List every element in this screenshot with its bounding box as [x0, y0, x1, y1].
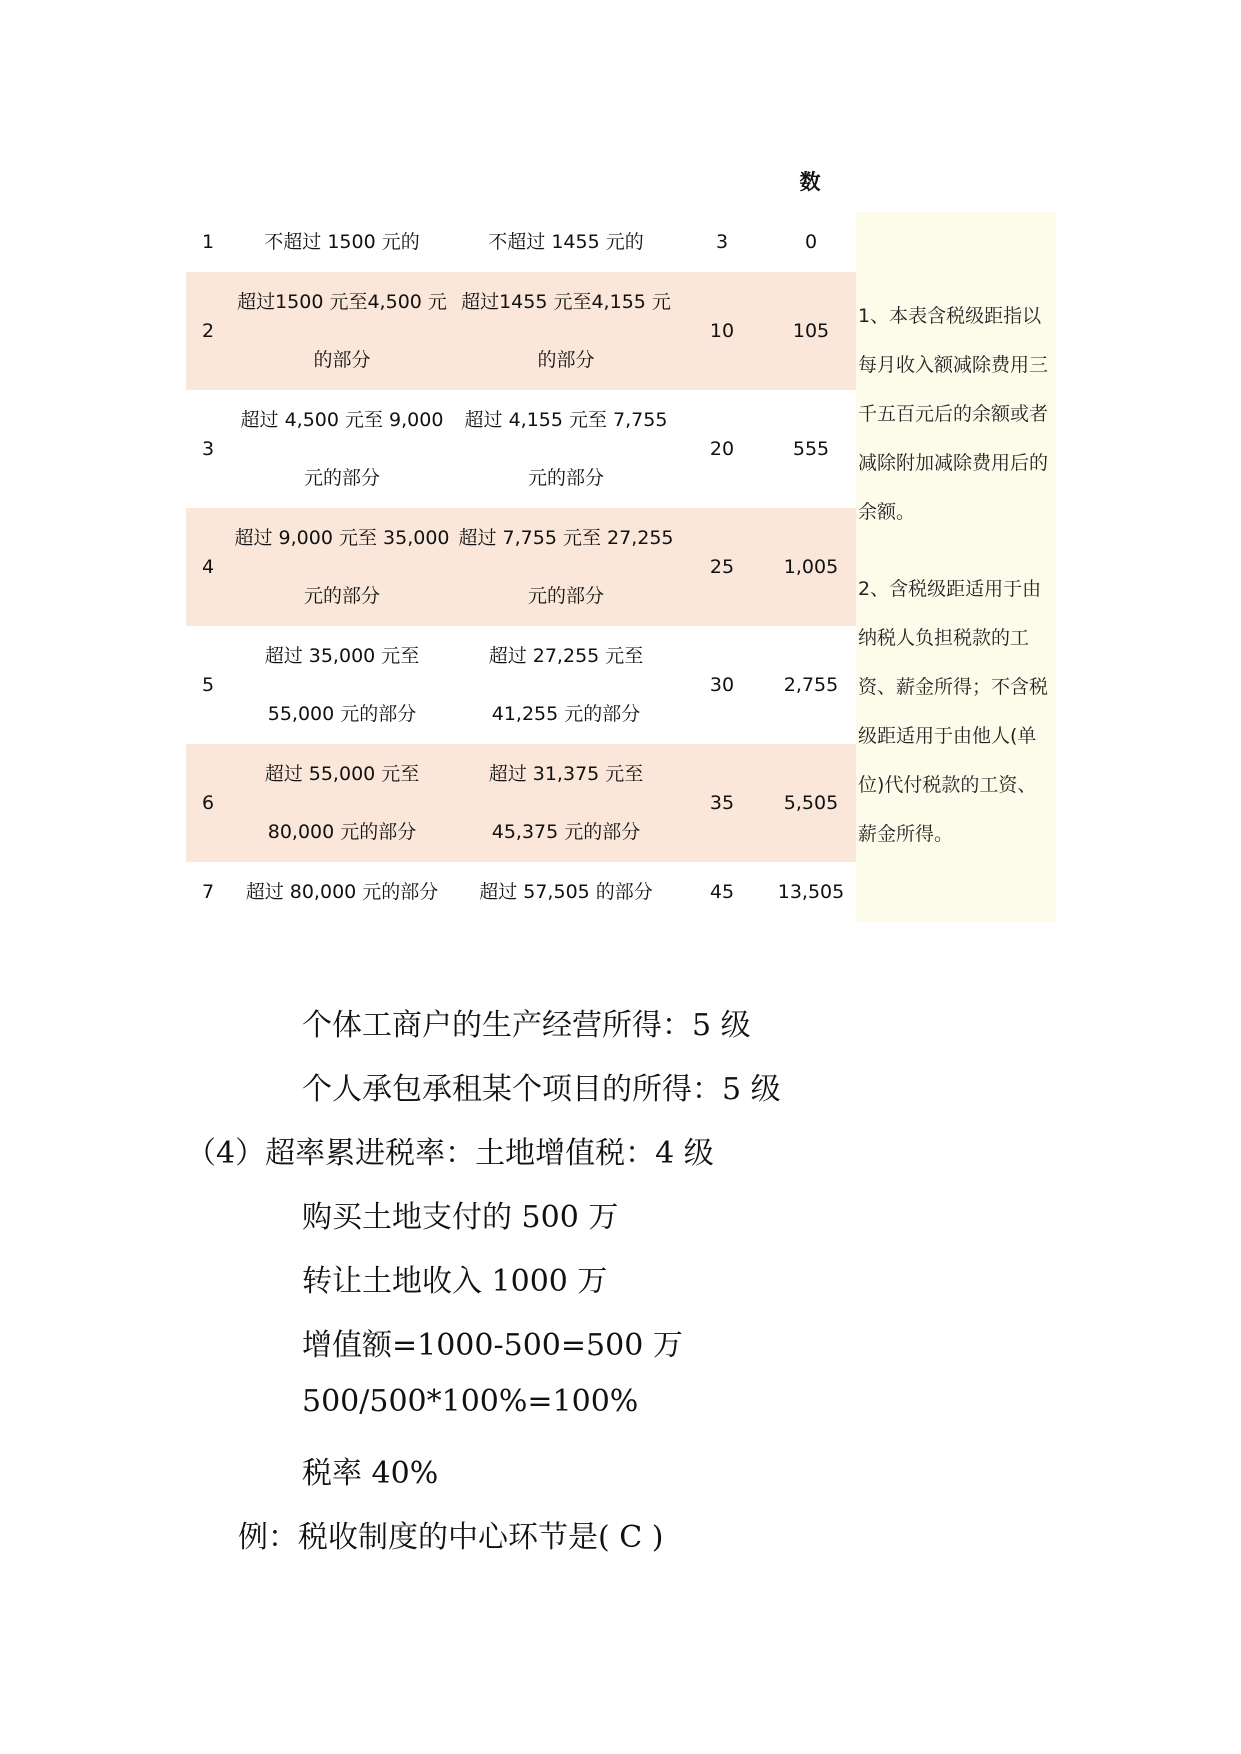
taxable-bracket-cell [230, 745, 454, 861]
bracket-line: 不超过 1500 元的 [264, 231, 420, 253]
table-row [186, 272, 856, 390]
net-bracket-cell [454, 509, 678, 625]
rate-cell: 25 [709, 556, 735, 578]
body-line-3: （4）超率累进税率：土地增值税：4 级 [186, 1136, 714, 1171]
taxable-bracket-cell [230, 391, 454, 507]
bracket-line: 超过 4,155 元至 7,755 [464, 409, 668, 431]
body-line-5: 转让土地收入 1000 万 [302, 1264, 608, 1299]
net-bracket-cell [454, 273, 678, 389]
tax-rate-table [186, 212, 856, 922]
deduction-cell: 5,505 [783, 792, 839, 814]
table-notes [856, 212, 1056, 922]
table-row [186, 390, 856, 508]
level-cell: 4 [202, 556, 215, 578]
level-cell: 7 [202, 881, 215, 903]
bracket-line: 元的部分 [303, 467, 380, 489]
deduction-cell: 13,505 [777, 881, 845, 903]
bracket-line: 超过 57,505 的部分 [479, 881, 653, 903]
net-bracket-cell [454, 391, 678, 507]
body-line-8: 税率 40% [302, 1456, 439, 1491]
bracket-line: 超过1500 元至4,500 元 [237, 291, 447, 313]
deduction-cell: 2,755 [783, 674, 839, 696]
taxable-bracket-cell [230, 230, 454, 254]
bracket-line: 超过 27,255 元至 [488, 645, 644, 667]
body-line-7: 500/500*100%=100% [302, 1384, 639, 1419]
deduction-cell: 1,005 [783, 556, 839, 578]
net-bracket-cell [454, 880, 678, 904]
taxable-bracket-cell [230, 509, 454, 625]
rate-cell: 30 [709, 674, 735, 696]
level-cell: 2 [202, 320, 215, 342]
taxable-bracket-cell [230, 880, 454, 904]
net-bracket-cell [454, 627, 678, 743]
bracket-line: 55,000 元的部分 [267, 703, 417, 725]
taxable-bracket-cell [230, 627, 454, 743]
table-row [186, 744, 856, 862]
body-line-9: 例：税收制度的中心环节是( C ) [238, 1520, 664, 1555]
bracket-line: 超过 9,000 元至 35,000 [234, 527, 450, 549]
level-cell: 1 [202, 231, 215, 253]
bracket-line: 超过 7,755 元至 27,255 [458, 527, 674, 549]
bracket-line: 的部分 [537, 349, 595, 371]
table-row [186, 626, 856, 744]
body-line-2: 个人承包承租某个项目的所得：5 级 [302, 1072, 781, 1107]
bracket-line: 超过 4,500 元至 9,000 [240, 409, 444, 431]
rate-cell: 10 [709, 320, 735, 342]
bracket-line: 41,255 元的部分 [491, 703, 641, 725]
bracket-line: 的部分 [313, 349, 371, 371]
taxable-bracket-cell [230, 273, 454, 389]
bracket-line: 元的部分 [527, 585, 604, 607]
body-line-6: 增值额=1000-500=500 万 [302, 1328, 683, 1363]
table-row [186, 508, 856, 626]
table-header-fragment: 数 [799, 170, 821, 194]
body-line-4: 购买土地支付的 500 万 [302, 1200, 619, 1235]
rate-cell: 20 [709, 438, 735, 460]
level-cell: 5 [202, 674, 215, 696]
level-cell: 6 [202, 792, 215, 814]
bracket-line: 80,000 元的部分 [267, 821, 417, 843]
bracket-line: 不超过 1455 元的 [488, 231, 644, 253]
bracket-line: 超过 35,000 元至 [264, 645, 420, 667]
rate-cell: 35 [709, 792, 735, 814]
bracket-line: 超过1455 元至4,155 元 [461, 291, 671, 313]
deduction-cell: 0 [804, 231, 818, 253]
bracket-line: 超过 80,000 元的部分 [245, 881, 439, 903]
net-bracket-cell [454, 745, 678, 861]
table-row [186, 862, 856, 922]
bracket-line: 超过 31,375 元至 [488, 763, 644, 785]
bracket-line: 元的部分 [303, 585, 380, 607]
rate-cell: 3 [715, 231, 729, 253]
rate-cell: 45 [709, 881, 735, 903]
body-line-1: 个体工商户的生产经营所得：5 级 [302, 1008, 751, 1043]
net-bracket-cell [454, 230, 678, 254]
level-cell: 3 [202, 438, 215, 460]
note-2: 2、含税级距适用于由纳税人负担税款的工资、薪金所得；不含税级距适用于由他人(单位)代付税款的工资、薪金所得。 [858, 578, 1049, 845]
bracket-line: 45,375 元的部分 [491, 821, 641, 843]
table-row [186, 212, 856, 272]
bracket-line: 超过 55,000 元至 [264, 763, 420, 785]
bracket-line: 元的部分 [527, 467, 604, 489]
deduction-cell: 555 [792, 438, 830, 460]
deduction-cell: 105 [792, 320, 830, 342]
note-1: 1、本表含税级距指以每月收入额减除费用三千五百元后的余额或者减除附加减除费用后的余额。 [858, 305, 1049, 523]
